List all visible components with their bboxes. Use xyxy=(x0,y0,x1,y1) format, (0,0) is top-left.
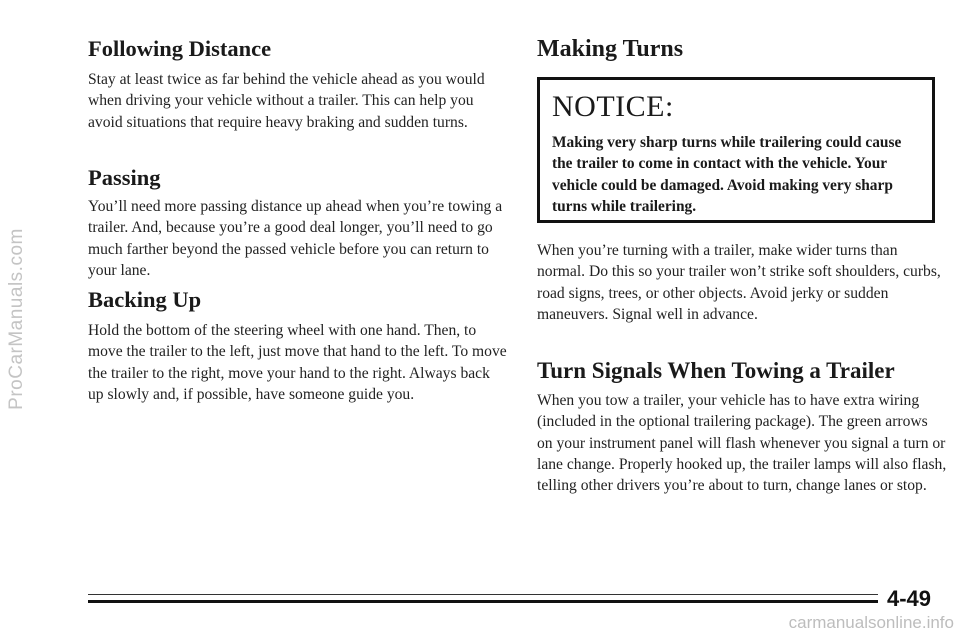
following-distance-text: Stay at least twice as far behind the vehicle ahead as you would when driving your vehicle without a trailer. This can help you avoid situations that require heavy braking and sudden turns. xyxy=(88,71,485,131)
backing-up-heading: Backing Up xyxy=(88,287,202,312)
passing-heading: Passing xyxy=(88,165,161,190)
footer-rule-thin xyxy=(88,594,878,595)
notice-box xyxy=(537,77,935,223)
side-watermark xyxy=(4,0,30,637)
making-turns-heading: Making Turns xyxy=(537,36,684,62)
making-turns-text: When you’re turning with a trailer, make wider turns than normal. Do this so your trailer won’t strike soft shoulders, curbs, road signs, trees, or other objects. Avoid jerky or sudden maneuvers. Signal well in advance. xyxy=(537,242,941,323)
page-number: 4-49 xyxy=(887,586,932,611)
notice-title: NOTICE: xyxy=(552,90,674,123)
backing-up-text: Hold the bottom of the steering wheel with one hand. Then, to move the trailer to the left, just move that hand to the left. To move the trailer to the right, move your hand to the right. Always back up slowly and, if possible, have someone guide you. xyxy=(88,322,507,403)
turn-signals-heading: Turn Signals When Towing a Trailer xyxy=(537,358,895,383)
passing-text: You’ll need more passing distance up ahead when you’re towing a trailer. And, because you’re a good deal longer, you’ll need to go much farther beyond the passed vehicle before you can return to your lane. xyxy=(88,198,503,279)
following-distance-heading: Following Distance xyxy=(88,36,272,61)
footer-rule-thick xyxy=(88,600,878,603)
notice-text: Making very sharp turns while trailering could cause the trailer to come in contact with the vehicle. Your vehicle could be damaged. Avoid making very sharp turns while trailering. xyxy=(552,134,902,215)
turn-signals-text: When you tow a trailer, your vehicle has to have extra wiring (included in the optional trailering package). The green arrows on your instrument panel will flash whenever you signal a turn or lane change. Properly hooked up, the trailer lamps will also flash, telling other drivers you’re about to turn, change lanes or stop. xyxy=(537,392,947,495)
side-watermark-text: ProCarManuals.com xyxy=(6,227,28,410)
bottom-watermark: carmanualsonline.info xyxy=(788,613,954,632)
